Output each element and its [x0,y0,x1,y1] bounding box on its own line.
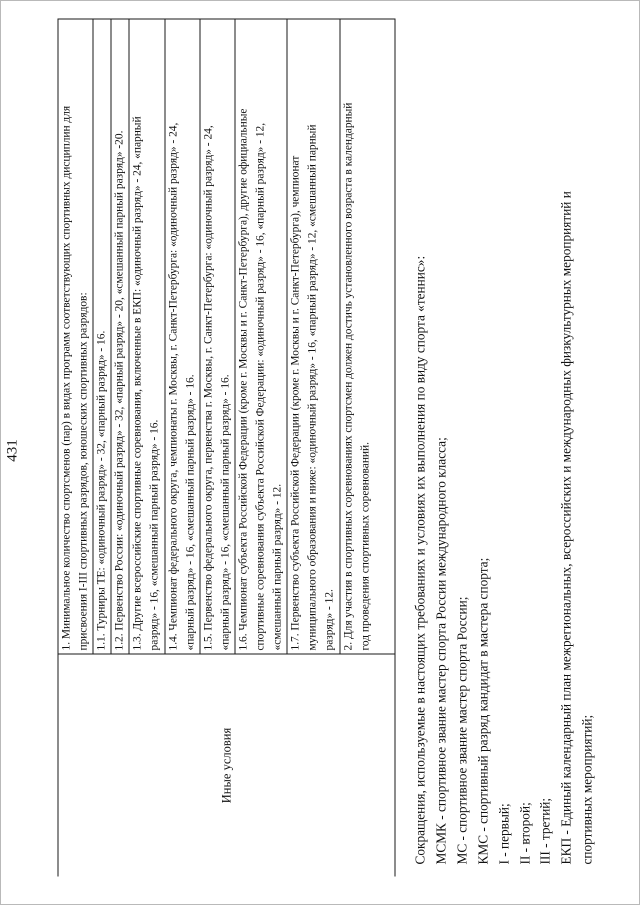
rotated-document-page [1,0,640,905]
condition-line: разряд» - 16, «смешанный парный разряд» - 16. [148,419,161,651]
abbreviation-line: I - первый; [496,803,512,865]
other-conditions-label: Иные условия [219,727,233,804]
table-right-cell [58,19,395,654]
condition-line: муниципального образования и ниже: «одиночный разряд» - 16, «парный разряд» - 12, «смешанный парный [306,124,319,651]
condition-line: «смешанный парный разряд» - 12. [271,483,284,651]
abbreviation-line: МСМК - спортивное звание мастер спорта России международного класса; [433,437,449,865]
abbreviations-heading: Сокращения, используемые в настоящих требованиях и условиях их выполнения по виду спорта «теннис»: [412,255,428,865]
conditions-lines [59,20,375,654]
condition-line: 1.6. Чемпионат субъекта Российской Федерации (кроме г. Москвы и г. Санкт-Петербурга), другие официальные [234,20,252,654]
abbreviation-line: МС - спортивное звание мастер спорта России; [454,596,470,865]
table-left-cell [58,654,395,877]
condition-line: 2. Для участия в спортивных соревнованиях спортсмен должен достичь установленного возраста в календарный [339,20,357,654]
condition-line: присвоения I-III спортивных разрядов, юношеских спортивных разрядов: [77,292,90,651]
abbreviation-line: II - второй; [517,802,533,865]
condition-line: 1.5. Первенство федерального округа, первенства г. Москвы, г. Санкт-Петербурга: «одиночный разряд» - 24, [199,20,217,654]
page-number: 431 [4,439,21,462]
condition-line: год проведения спортивных соревнований. [359,442,372,651]
condition-line: 1.2. Первенство России: «одиночный разряд» - 32, «парный разряд» - 20, «смешанный парный разряд» -20. [111,20,129,654]
abbreviation-line: спортивных мероприятий; [579,714,595,865]
condition-line: «парный разряд» - 16, «смешанный парный разряд» - 16. [219,374,232,651]
condition-line: спортивные соревнования субъекта Российской Федерации: «одиночный разряд» - 16, «парный разряд» - 12, [254,122,267,651]
condition-line: 1. Минимальное количество спортсменов (пар) в видах программ соответствующих спортивных дисциплин для [60,105,73,651]
condition-line: 1.4. Чемпионат федерального округа, чемпионаты г. Москвы, г. Санкт-Петербурга: «одиночный разряд» - 24, [164,20,182,654]
abbreviation-line: ЕКП - Единый календарный план межрегиональных, всероссийских и международных физкультурных мероприятий и [558,191,574,865]
condition-line: «парный разряд» - 16, «смешанный парный разряд» - 16. [184,374,197,651]
condition-line: 1.7. Первенство субъекта Российской Федерации (кроме г. Москвы и г. Санкт-Петербурга), чемпионат [287,20,305,654]
table-row [58,19,395,877]
abbreviation-line: III - третий; [537,797,553,865]
conditions-table [58,19,396,877]
condition-line: разряд» - 12. [323,589,336,651]
abbreviation-line: КМС - спортивный разряд кандидат в мастера спорта; [475,557,491,865]
condition-line: 1.1. Турниры ТЕ: «одиночный разряд» - 32, «парный разряд» - 16. [93,20,111,654]
condition-line: 1.3. Другие всероссийские спортивные соревнования, включенные в ЕКП: «одиночный разряд» - 24, «парный [129,20,147,654]
abbreviations-block [411,20,599,865]
